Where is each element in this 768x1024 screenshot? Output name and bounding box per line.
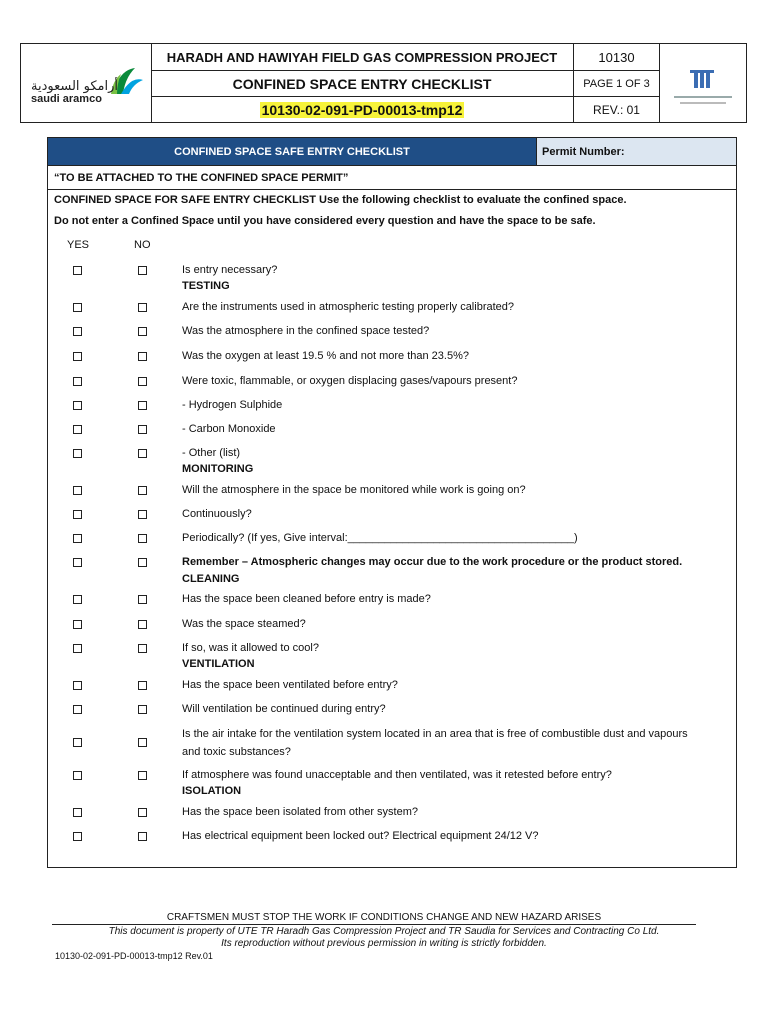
yes-checkbox[interactable]: [73, 352, 82, 361]
no-checkbox[interactable]: [138, 705, 147, 714]
no-checkbox[interactable]: [138, 534, 147, 543]
no-checkbox[interactable]: [138, 327, 147, 336]
yes-column-header: YES: [67, 239, 90, 251]
permit-number-field[interactable]: Permit Number:: [536, 138, 736, 166]
no-checkbox[interactable]: [138, 510, 147, 519]
yes-checkbox[interactable]: [73, 401, 82, 410]
no-checkbox[interactable]: [138, 595, 147, 604]
revision: REV.: 01: [574, 97, 660, 122]
yes-checkbox[interactable]: [73, 425, 82, 434]
yes-checkbox[interactable]: [73, 705, 82, 714]
page-indicator: PAGE 1 OF 3: [574, 71, 660, 97]
no-checkbox[interactable]: [138, 266, 147, 275]
yes-checkbox[interactable]: [73, 327, 82, 336]
no-checkbox[interactable]: [138, 738, 147, 747]
aramco-english-text: saudi aramco: [31, 93, 102, 105]
form-title-band: CONFINED SPACE SAFE ENTRY CHECKLIST: [48, 138, 536, 166]
no-checkbox[interactable]: [138, 832, 147, 841]
yes-checkbox[interactable]: [73, 558, 82, 567]
footer-divider: [52, 924, 696, 925]
no-checkbox[interactable]: [138, 401, 147, 410]
footer-warning: CRAFTSMEN MUST STOP THE WORK IF CONDITIONS CHANGE AND NEW HAZARD ARISES: [166, 912, 602, 923]
intro-instruction: CONFINED SPACE FOR SAFE ENTRY CHECKLIST Use the following checklist to evaluate the confined space.: [54, 194, 627, 206]
section-isolation: ISOLATION: [182, 785, 242, 797]
yes-checkbox[interactable]: [73, 486, 82, 495]
document-number: 10130-02-091-PD-00013-tmp12: [151, 97, 574, 122]
yes-checkbox[interactable]: [73, 620, 82, 629]
yes-checkbox[interactable]: [73, 808, 82, 817]
no-checkbox[interactable]: [138, 558, 147, 567]
project-title: HARADH AND HAWIYAH FIELD GAS COMPRESSION PROJECT: [151, 44, 574, 71]
no-checkbox[interactable]: [138, 486, 147, 495]
document-header: [20, 43, 747, 123]
saudi-aramco-logo: [21, 44, 152, 122]
yes-checkbox[interactable]: [73, 771, 82, 780]
tr-company-logo: [660, 44, 746, 122]
no-checkbox[interactable]: [138, 303, 147, 312]
aramco-arabic-text: أرامكو السعودية: [31, 79, 119, 94]
yes-checkbox[interactable]: [73, 738, 82, 747]
no-checkbox[interactable]: [138, 681, 147, 690]
yes-checkbox[interactable]: [73, 377, 82, 386]
no-checkbox[interactable]: [138, 425, 147, 434]
intro-warning: Do not enter a Confined Space until you have considered every question and have the space to be safe.: [54, 215, 596, 227]
footer-reproduction-notice: Its reproduction without previous permission in writing is strictly forbidden.: [221, 938, 547, 949]
yes-checkbox[interactable]: [73, 644, 82, 653]
yes-checkbox[interactable]: [73, 534, 82, 543]
section-testing: TESTING: [182, 280, 230, 292]
footer-property-notice: This document is property of UTE TR Haradh Gas Compression Project and TR Saudia for Services and Contracting Co Ltd.: [108, 926, 660, 937]
yes-checkbox[interactable]: [73, 266, 82, 275]
footer-doc-reference: 10130-02-091-PD-00013-tmp12 Rev.01: [55, 951, 213, 961]
section-cleaning: CLEANING: [182, 573, 240, 585]
yes-checkbox[interactable]: [73, 681, 82, 690]
section-ventilation: VENTILATION: [182, 658, 255, 670]
no-checkbox[interactable]: [138, 377, 147, 386]
no-checkbox[interactable]: [138, 644, 147, 653]
yes-checkbox[interactable]: [73, 595, 82, 604]
yes-checkbox[interactable]: [73, 510, 82, 519]
attach-note: “TO BE ATTACHED TO THE CONFINED SPACE PERMIT”: [48, 166, 736, 190]
no-checkbox[interactable]: [138, 449, 147, 458]
no-checkbox[interactable]: [138, 808, 147, 817]
section-monitoring: MONITORING: [182, 463, 254, 475]
yes-checkbox[interactable]: [73, 832, 82, 841]
yes-checkbox[interactable]: [73, 303, 82, 312]
no-checkbox[interactable]: [138, 352, 147, 361]
no-checkbox[interactable]: [138, 620, 147, 629]
document-title: CONFINED SPACE ENTRY CHECKLIST: [151, 71, 574, 97]
project-number: 10130: [574, 44, 660, 71]
no-column-header: NO: [134, 239, 151, 251]
yes-checkbox[interactable]: [73, 449, 82, 458]
no-checkbox[interactable]: [138, 771, 147, 780]
checklist-form: CONFINED SPACE SAFE ENTRY CHECKLIST Permit Number: “TO BE ATTACHED TO THE CONFINED SPACE PERMIT” CONFINED SPACE FOR SAFE ENTRY CHECKLIST Use the following checklist to evaluate the confined space. Do not enter a Confined Space until you have considered every question and have the space to be safe. YES NO Is entry necessary? TESTING Are the instruments used in atmospheric testing properly calibrated? Was the atmosphere in the confined space tested? Was the oxygen at least 19.5 % and not more than 23.5%? Were toxic, flammable, or oxygen displacing gases/vapours present? - Hydrogen Sulphide - Carbon Monoxide - Other (list) MONITORING Will the atmosphere in the space be monitored while work is going on? Continuously? Periodically? (If yes, Give interval:_____________________________________) Remember – Atmospheric changes may occur due to the work procedure or the product stored. CLEANING Has the space been cleaned before entry is made? Was the space steamed? If so, was it allowed to cool? VENTILATION Has the space been ventilated before entry? Will ventilation be continued during entry? Is the air intake for the ventilation system located in an area that is free of combustible dust and vapours and toxic substances? If atmosphere was found unacceptable and then ventilated, was it retested before entry? ISOLATION Has the space been isolated from other system? Has electrical equipment been locked out? Electrical equipment 24/12 V?: [47, 137, 737, 868]
